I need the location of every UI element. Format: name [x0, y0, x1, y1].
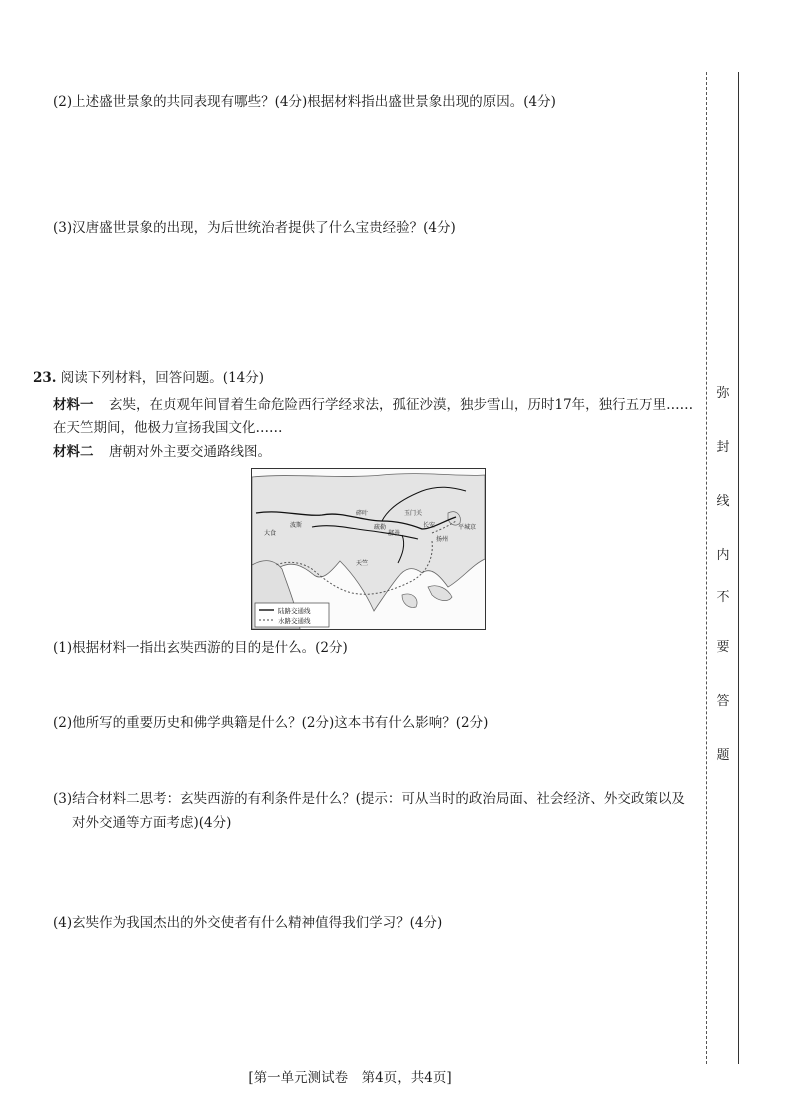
seal-dashed-line	[706, 72, 707, 1064]
q23-number: 23.	[33, 370, 57, 386]
label-yangzhou: 扬州	[436, 536, 449, 543]
land-islands	[428, 586, 452, 601]
material2-label: 材料二	[53, 444, 94, 460]
seal-char-6: 要	[715, 636, 731, 655]
seal-char-5: 不	[715, 586, 731, 605]
page-footer: [第一单元测试卷 第4页，共4页]	[248, 1070, 452, 1086]
tang-trade-route-map	[251, 468, 486, 630]
q23-sub4: (4)玄奘作为我国杰出的外交使者有什么精神值得我们学习？(4分)	[53, 915, 443, 931]
seal-char-2: 封	[715, 436, 731, 455]
q22-sub3: (3)汉唐盛世景象的出现，为后世统治者提供了什么宝贵经验？(4分)	[53, 220, 456, 236]
q23-heading	[33, 369, 264, 387]
label-suiye: 碎叶	[356, 510, 369, 517]
seal-char-4: 内	[715, 544, 731, 563]
label-shule: 疏勒	[374, 524, 387, 531]
label-heijokyo: 平城京	[458, 524, 477, 531]
seal-char-7: 答	[715, 690, 731, 709]
q23-sub2: (2)他所写的重要历史和佛学典籍是什么？(2分)这本书有什么影响？(2分)	[53, 715, 489, 731]
legend-land-label: 陆路交通线	[278, 607, 311, 615]
q23-sub3-line2: 对外交通等方面考虑)(4分)	[72, 815, 232, 831]
map-graphic	[252, 469, 485, 629]
seal-char-3: 线	[715, 490, 731, 509]
q23-sub1: (1)根据材料一指出玄奘西游的目的是什么。(2分)	[53, 640, 348, 656]
label-persia: 波斯	[290, 522, 303, 529]
material1-line1	[53, 396, 693, 414]
label-yumenguan: 玉门关	[404, 510, 423, 517]
material1-text1: 玄奘，在贞观年间冒着生命危险西行学经求法，孤征沙漠，独步雪山，历时17年，独行五万里……	[109, 397, 694, 413]
label-dashi: 大食	[264, 530, 277, 537]
q23-title: 阅读下列材料，回答问题。(14分)	[60, 370, 265, 386]
land-islands-2	[402, 594, 417, 607]
margin-solid-line	[738, 72, 739, 1064]
seal-char-8: 题	[715, 744, 731, 763]
material2-line	[53, 443, 271, 461]
material1-label: 材料一	[53, 397, 94, 413]
label-tianzhu: 天竺	[356, 560, 369, 567]
q22-sub2: (2)上述盛世景象的共同表现有哪些？(4分)根据材料指出盛世景象出现的原因。(4分)	[53, 94, 556, 110]
label-changan: 长安	[423, 522, 436, 529]
material2-text: 唐朝对外主要交通路线图。	[109, 444, 271, 460]
legend-sea-label: 水路交通线	[278, 617, 311, 625]
material1-line2: 在天竺期间，他极力宣扬我国文化……	[53, 420, 283, 436]
q23-sub3-line1: (3)结合材料二思考：玄奘西游的有利条件是什么？(提示：可从当时的政治局面、社会经济、外交政策以及	[53, 791, 685, 807]
label-shanshan: 鄯善	[388, 530, 401, 537]
seal-char-1: 弥	[715, 382, 731, 401]
